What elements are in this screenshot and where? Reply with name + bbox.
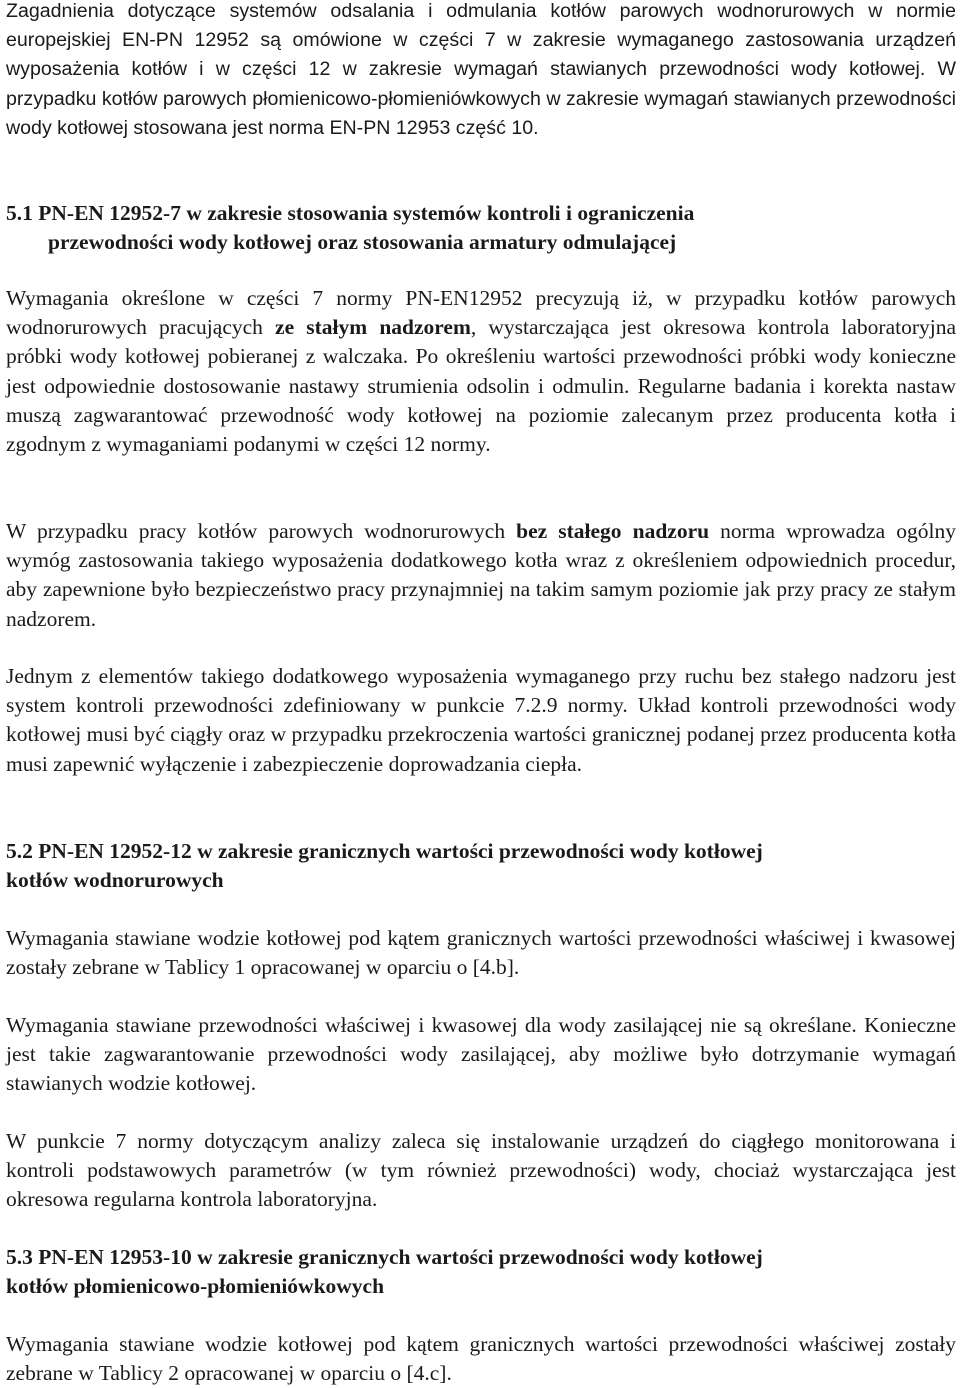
section-5-1-paragraph-3: Jednym z elementów takiego dodatkowego wyposażenia wymaganego przy ruchu bez stałego nadzoru jest system kontroli przewodności zdefiniowany w punkcie 7.2.9 normy. Układ kontroli przewodności wody kotłowej musi być ciągły oraz w przypadku przekroczenia wartości granicznej podanej przez producenta kotła musi zapewnić wyłączenie i zabezpieczenie doprowadzania ciepła. bbox=[6, 664, 956, 776]
section-5-3-heading-line2: kotłów płomienicowo-płomieniówkowych bbox=[6, 1274, 385, 1299]
emphasis-constant-supervision: ze stałym nadzorem bbox=[275, 315, 471, 340]
section-5-3-paragraph-1: Wymagania stawiane wodzie kotłowej pod kątem granicznych wartości przewodności właściwej zostały zebrane w Tablicy 2 opracowanej w oparciu o [4.c]. bbox=[6, 1332, 956, 1386]
section-5-2-paragraph-1: Wymagania stawiane wodzie kotłowej pod kątem granicznych wartości przewodności właściwej i kwasowej zostały zebrane w Tablicy 1 opracowanej w oparciu o [4.b]. bbox=[6, 926, 956, 980]
section-5-1-heading bbox=[6, 199, 956, 257]
emphasis-no-supervision: bez stałego nadzoru bbox=[516, 519, 710, 543]
intro-paragraph: Zagadnienia dotyczące systemów odsalania i odmulania kotłów parowych wodnorurowych w normie europejskiej EN-PN 12952 są omówione w części 7 w zakresie wymaganego zastosowania urządzeń wyposażenia kotłów i w części 12 w zakresie wymagań stawianych przewodności wody kotłowej. W przypadku kotłów parowych płomienicowo-płomieniówkowych w zakresie wymagań stawianych przewodności wody kotłowej stosowana jest norma EN-PN 12953 część 10. bbox=[6, 0, 956, 139]
section-5-2-paragraph-3: W punkcie 7 normy dotyczącym analizy zaleca się instalowanie urządzeń do ciągłego monitorowana i kontroli podstawowych parametrów (w tym również przewodności) wody, chociaż wystarczająca jest okresowa regularna kontrola laboratoryjna. bbox=[6, 1129, 956, 1212]
section-5-2-heading-line1: 5.2 PN-EN 12952-12 w zakresie granicznych wartości przewodności wody kotłowej bbox=[6, 839, 763, 863]
section-5-1-paragraph-2: W przypadku pracy kotłów parowych wodnorurowych bez stałego nadzoru norma wprowadza ogólny wymóg zastosowania takiego wyposażenia dodatkowego kotła wraz z określeniem odpowiednich procedur, aby zapewnione było bezpieczeństwo pracy przynajmniej na takim samym poziomie jak przy pracy ze stałym nadzorem. bbox=[6, 519, 956, 631]
section-5-1-heading-line2: przewodności wody kotłowej oraz stosowania armatury odmulającej bbox=[48, 230, 677, 255]
section-5-2-paragraph-2: Wymagania stawiane przewodności właściwej i kwasowej dla wody zasilającej nie są określane. Konieczne jest takie zagwarantowanie przewodności wody zasilającej, aby możliwe było dotrzymanie wymagań stawianych wodzie kotłowej. bbox=[6, 1013, 956, 1096]
section-5-2-heading bbox=[6, 837, 956, 895]
section-5-1-heading-line1: 5.1 PN-EN 12952-7 w zakresie stosowania systemów kontroli i ograniczenia bbox=[6, 201, 695, 225]
section-5-3-heading-line1: 5.3 PN-EN 12953-10 w zakresie granicznych wartości przewodności wody kotłowej bbox=[6, 1245, 763, 1269]
section-5-3-heading bbox=[6, 1243, 956, 1301]
section-5-1-paragraph-1: Wymagania określone w części 7 normy PN-EN12952 precyzują iż, w przypadku kotłów parowych wodnorurowych pracujących ze stałym nadzorem, wystarczająca jest okresowa kontrola laboratoryjna próbki wody kotłowej pobieranej z walczaka. Po określeniu wartości przewodności próbki wody konieczne jest odpowiednie dostosowanie nastawy strumienia odsolin i odmulin. Regularne badania i korekta nastaw muszą zagwarantować przewodność wody kotłowej na poziomie zalecanym przez producenta kotła i zgodnym z wymaganiami podanymi w części 12 normy. bbox=[6, 286, 957, 457]
section-5-2-heading-line2: kotłów wodnorurowych bbox=[6, 868, 224, 893]
